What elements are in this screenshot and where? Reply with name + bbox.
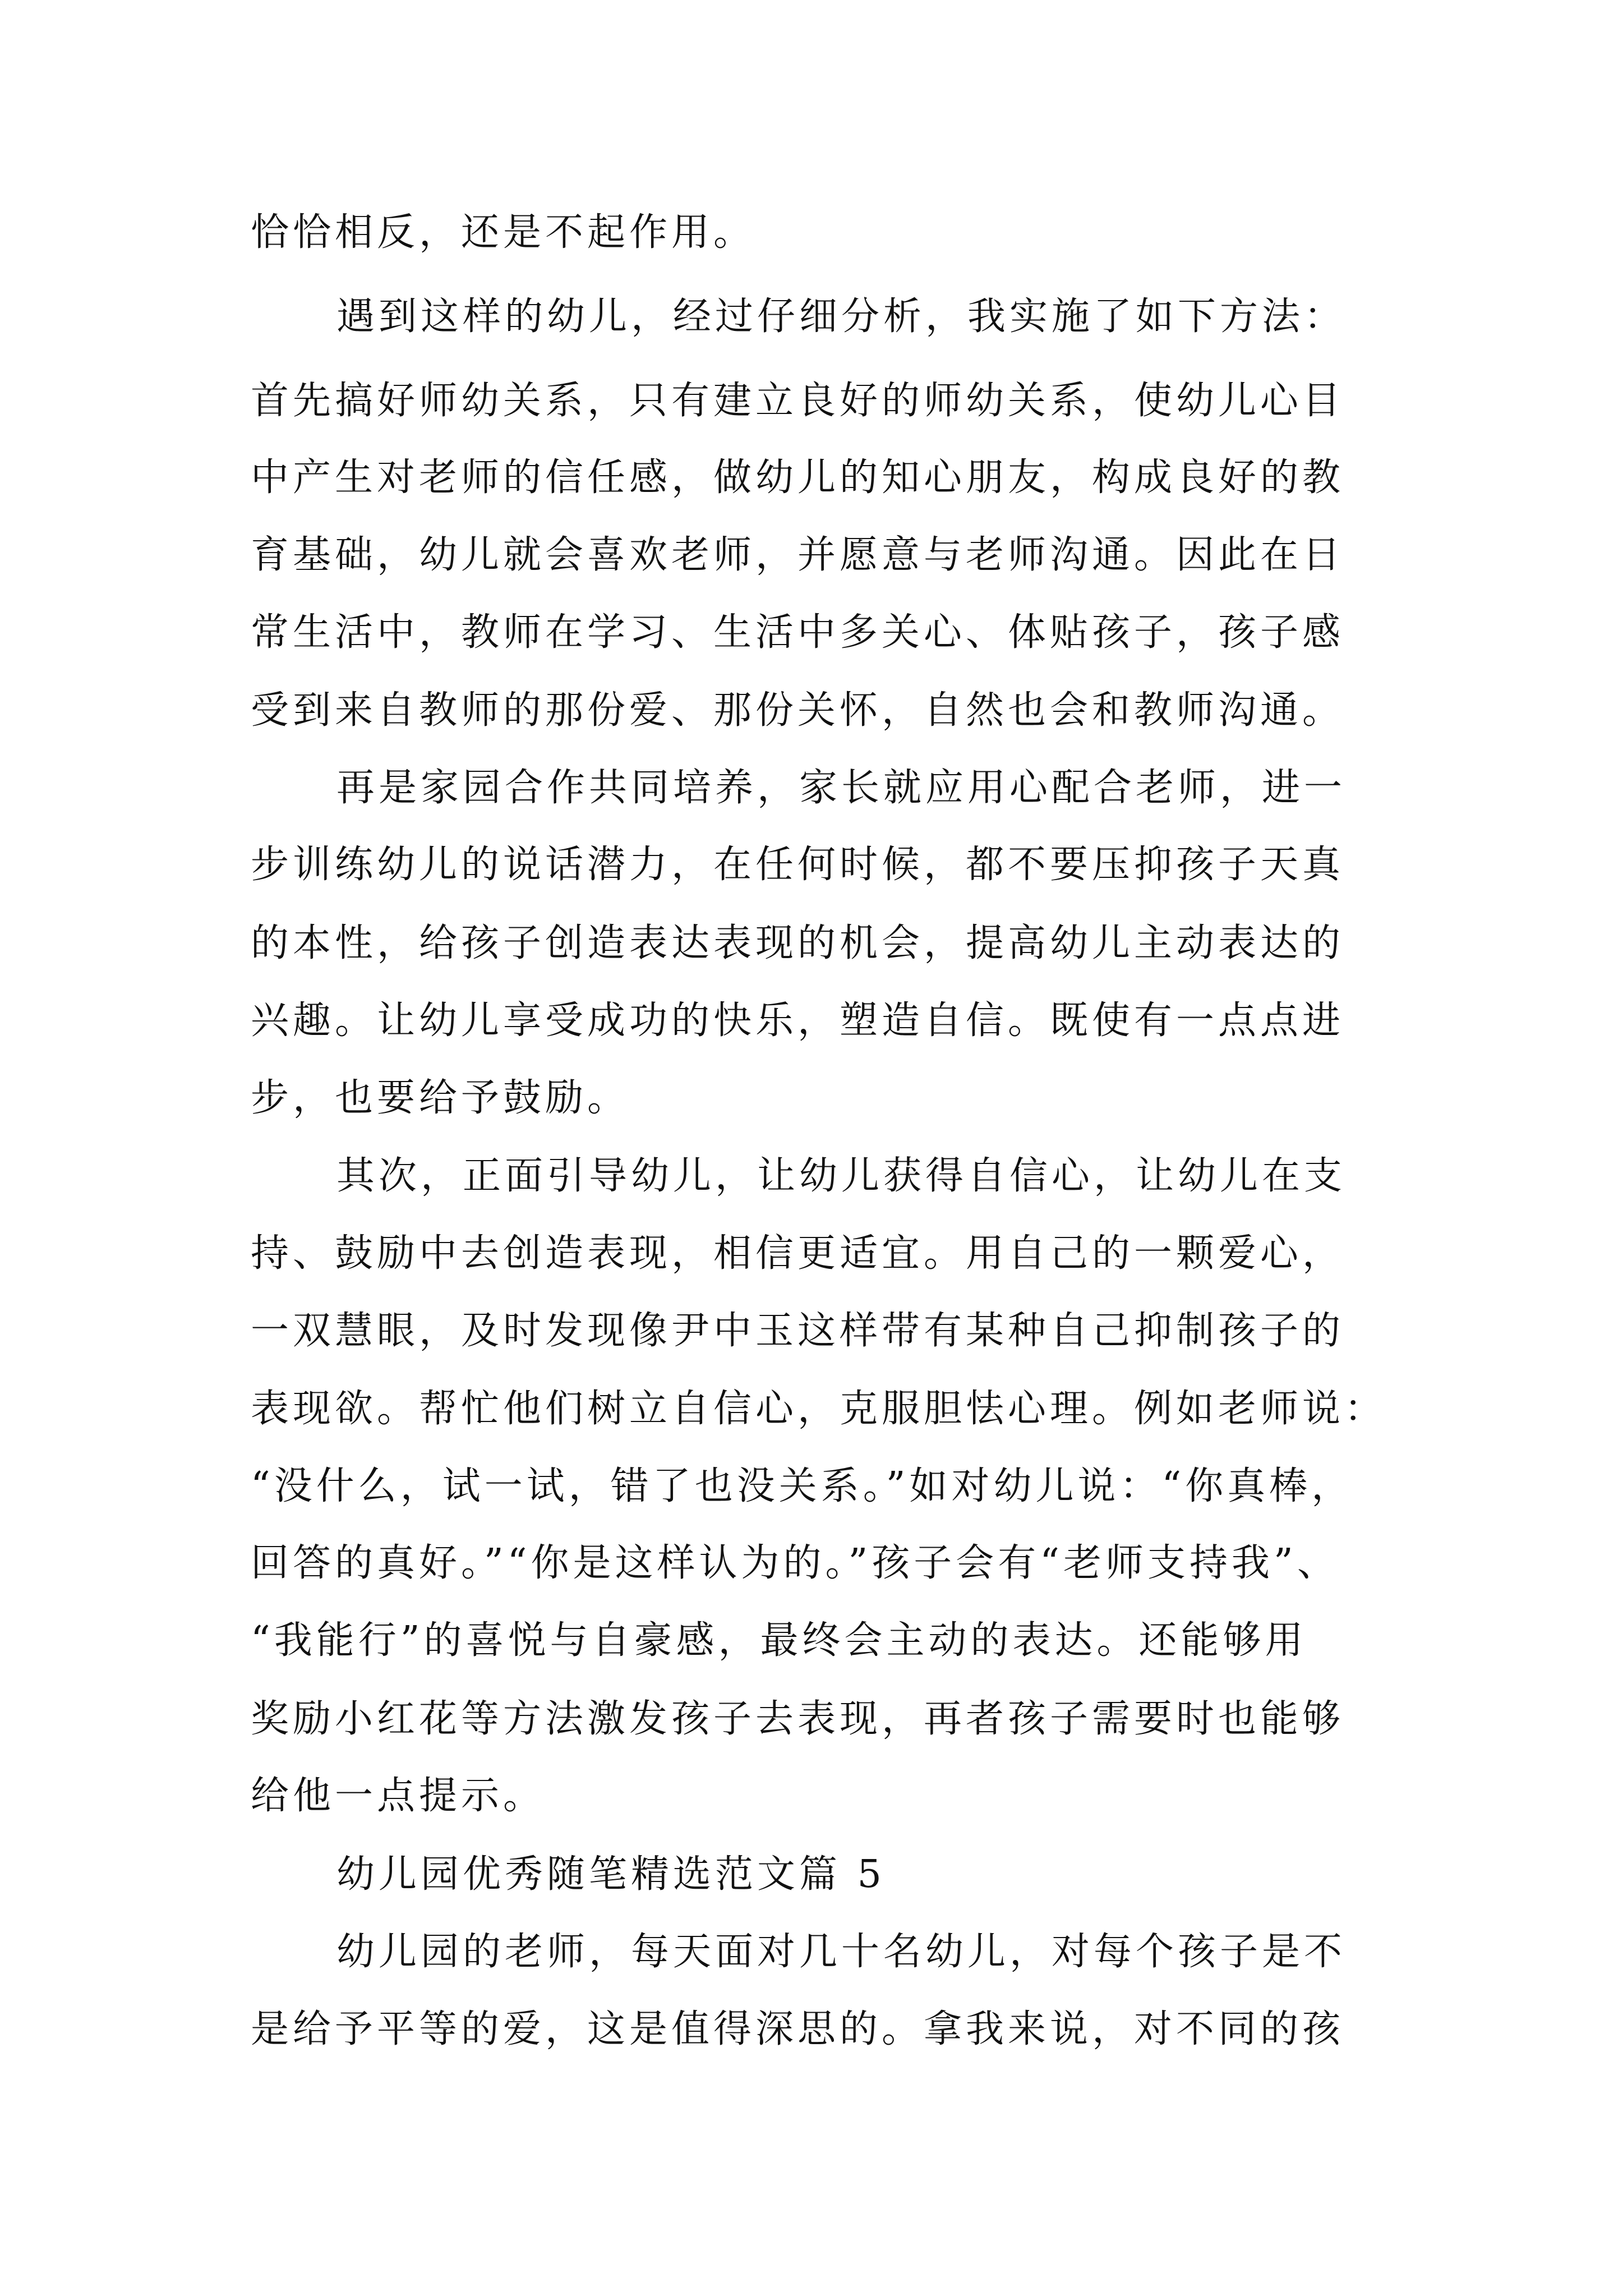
text-line: 中产生对老师的信任感，做幼儿的知心朋友，构成良好的教 bbox=[251, 455, 1345, 500]
text-line: 的本性，给孩子创造表达表现的机会，提高幼儿主动表达的 bbox=[251, 921, 1345, 965]
paragraph-start: 遇到这样的幼儿，经过仔细分析，我实施了如下方法： bbox=[336, 295, 1347, 339]
text-line: 恰恰相反，还是不起作用。 bbox=[251, 210, 756, 255]
text-line: “没什么，试一试，错了也没关系。”如对幼儿说：“你真棒， bbox=[251, 1464, 1354, 1508]
text-line: 步，也要给予鼓励。 bbox=[251, 1076, 630, 1120]
text-line: “我能行”的喜悦与自豪感，最终会主动的表达。还能够用 bbox=[251, 1618, 1307, 1663]
text-line: 兴趣。让幼儿享受成功的快乐，塑造自信。既使有一点点进 bbox=[251, 999, 1345, 1043]
text-line: 常生活中，教师在学习、生活中多关心、体贴孩子，孩子感 bbox=[251, 610, 1345, 655]
section-heading: 幼儿园优秀随笔精选范文篇 5 bbox=[336, 1852, 886, 1897]
text-line: 首先搞好师幼关系，只有建立良好的师幼关系，使幼儿心目 bbox=[251, 379, 1345, 423]
text-line: 受到来自教师的那份爱、那份关怀，自然也会和教师沟通。 bbox=[251, 688, 1345, 733]
text-line: 持、鼓励中去创造表现，相信更适宜。用自己的一颗爱心， bbox=[251, 1231, 1345, 1276]
text-line: 回答的真好。”“你是这样认为的。”孩子会有“老师支持我”、 bbox=[251, 1541, 1339, 1585]
text-line: 表现欲。帮忙他们树立自信心，克服胆怯心理。例如老师说： bbox=[251, 1387, 1387, 1431]
text-line: 一双慧眼，及时发现像尹中玉这样带有某种自己抑制孩子的 bbox=[251, 1309, 1345, 1353]
text-line: 给他一点提示。 bbox=[251, 1774, 546, 1818]
paragraph-start: 幼儿园的老师，每天面对几十名幼儿，对每个孩子是不 bbox=[336, 1930, 1347, 1974]
paragraph-start: 再是家园合作共同培养，家长就应用心配合老师，进一 bbox=[336, 766, 1347, 810]
text-line: 奖励小红花等方法激发孩子去表现，再者孩子需要时也能够 bbox=[251, 1697, 1345, 1741]
text-line: 育基础，幼儿就会喜欢老师，并愿意与老师沟通。因此在日 bbox=[251, 533, 1345, 577]
paragraph-start: 其次，正面引导幼儿，让幼儿获得自信心，让幼儿在支 bbox=[336, 1154, 1347, 1198]
text-line: 是给予平等的爱，这是值得深思的。拿我来说，对不同的孩 bbox=[251, 2007, 1345, 2051]
text-line: 步训练幼儿的说话潜力，在任何时候，都不要压抑孩子天真 bbox=[251, 843, 1345, 887]
